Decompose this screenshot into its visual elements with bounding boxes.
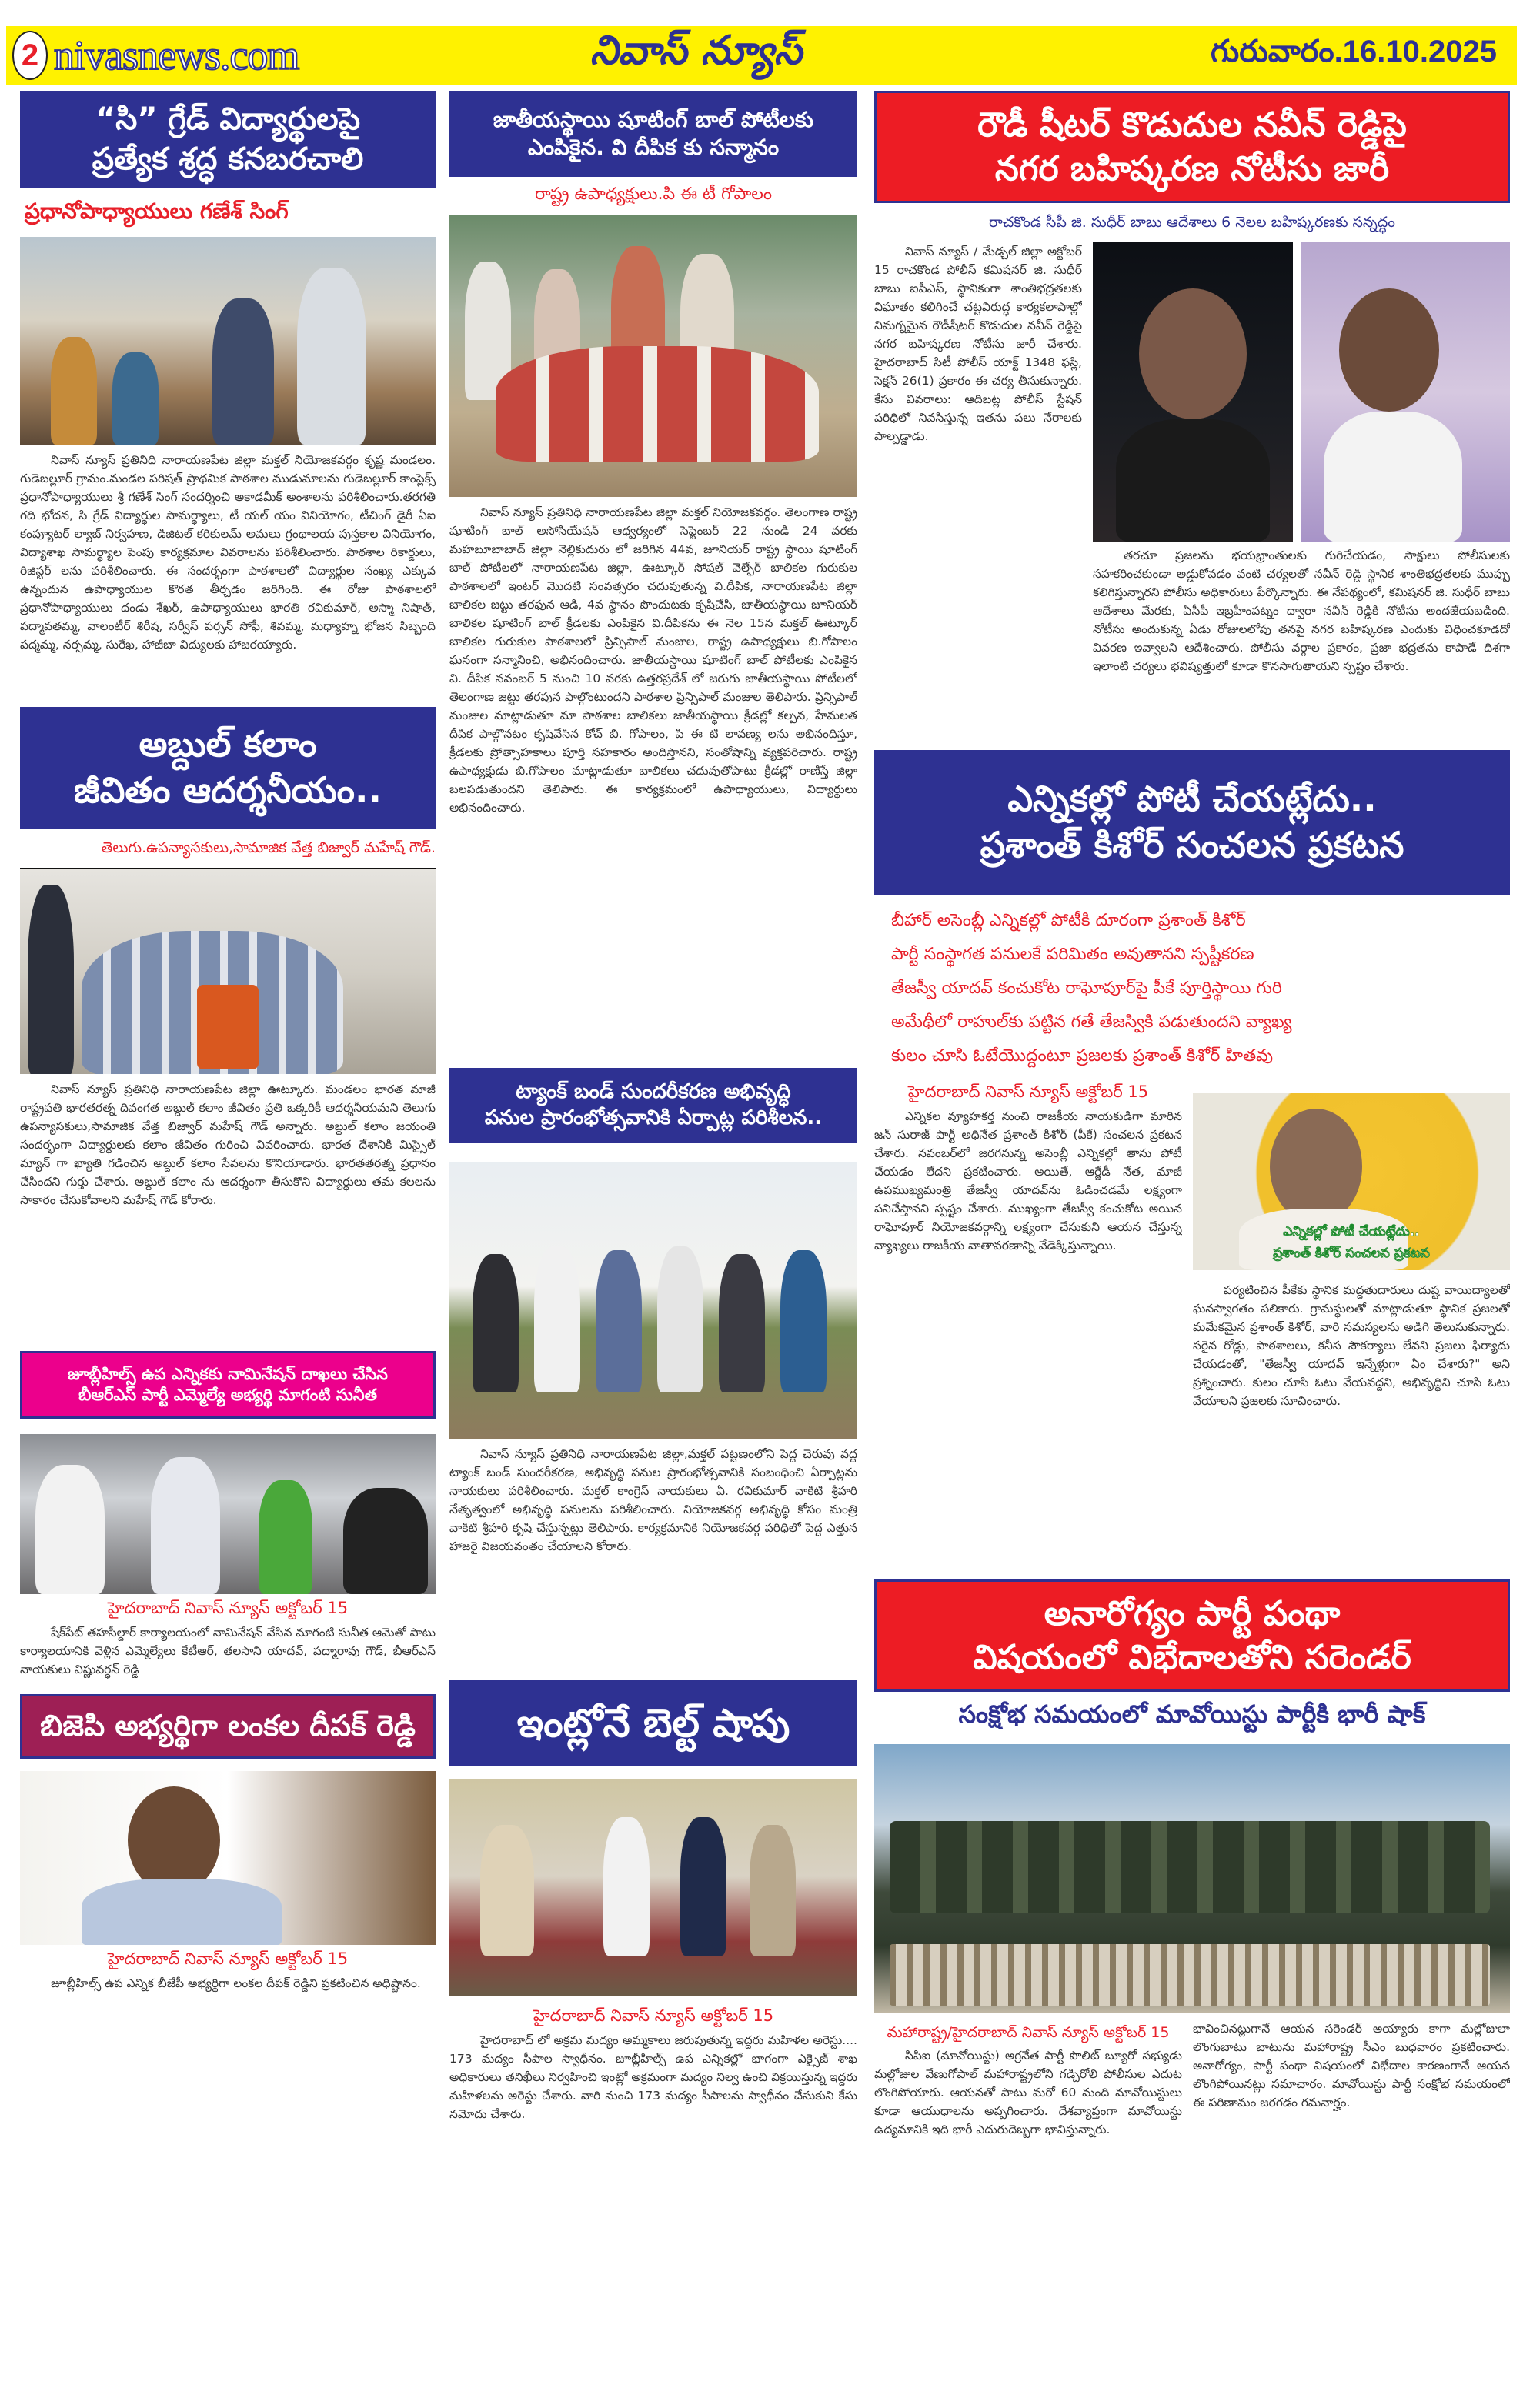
article-body: షేక్‌పేట్ తహసీల్దార్ కార్యాలయంలో నామినేషన్ వేసిన మాగంటి సునీత ఆమెతో పాటు కార్యాలయానికి వెళ్లిన ఎమ్మెల్యేలు కేటీఆర్, తలసాని యాదవ్, పద్మారావు గౌడ్, బీఆర్ఎస్ నాయకులు విష్ణువర్ధన్ రెడ్డి [20,1626,436,1677]
photo-naveen-reddy-2 [1301,242,1510,542]
article-body: నివాస్ న్యూస్ ప్రతినిధి నారాయణపేట జిల్లా మక్తల్ నియోజకవర్గం కృష్ణ మండలం. గుడెబల్లూర్ గ్రామం.మండల పరిషత్ ప్రాథమిక పాఠశాల ముడుమాలను గుడెబల్లూర్ కాంప్లెక్స్ ప్రధానోపాధ్యాయులు శ్రీ గణేశ్ సింగ్ సందర్శించి అకాడమీక్ అంశాలను పరిశీలించారు.తరగతి గది భోదన, సి గ్రేడ్ విద్యార్థుల సామర్థ్యాలు, టీ యల్ యం వినియోగం, టీచింగ్ డైరీ ఏఐ కంప్యూటర్ ల్యాబ్ నిర్వహణ, డిజిటల్ కరికులమ్ అమలు గ్రంథాలయ పుస్తకాల వినియోగం, విద్యాశాఖ సామర్థ్యాల పెంపు కార్యక్రమాల వివరాలను పరిశీలించారు. పాఠశాల రికార్డులు, రిజిస్టర్ లను పరిశీలించారు. ఈ సందర్భంగా పాఠశాలలో విద్యార్థుల సంఖ్య ఎక్కువ ఉన్నందున ఉపాధ్యాయుల కొరత తీర్చడం జరిగింది. ఈ రోజు పాఠశాలలో ప్రధానోపాధ్యాయులు దండు శేఖర్, ఉపాధ్యాయులు భారతి రవికుమార్, అస్మా నిషాత్, పద్మావతమ్మ, వాలంటీర్ శిరీష, సర్వీస్ పర్సన్ సోఫీ, శివమ్మ, మధ్యాహ్న భోజన సిబ్బంది పద్మమ్మ, నర్సమ్మ, సురేఖ, హాజీబా విద్యులకు హాజరయ్యారు. [20,453,436,652]
issue-date: గురువారం.16.10.2025 [1211,34,1497,68]
headline-line: విషయంలో విభేదాలతోని సరెండర్ [973,1638,1411,1677]
article-body: నివాస్ న్యూస్ / మేడ్చల్ జిల్లా అక్టోబర్ 15 రాచకొండ పోలీస్ కమిషనర్ జి. సుధీర్ బాబు ఐపీఎస్, స్థానికంగా శాంతిభద్రతలకు విఘాతం కలిగించే చట్టవిరుద్ధ కార్యకలాపాల్లో నిమగ్నమైన రౌడీషీటర్ కొడుదుల నవీన్ రెడ్డిపై నగర బహిష్కరణ నోటీసు జారీ చేశారు. హైదరాబాద్ సిటీ పోలీస్ యాక్ట్ 1348 ఫస్లి, సెక్షన్ 26(1) ప్రకారం ఈ చర్య తీసుకున్నారు. కేసు వివరాలు: ఆదిబట్ల పోలీస్ స్టేషన్ పరిధిలో నివసిస్తున్న ఇతను పలు నేరాలకు పాల్పడ్డాడు. [874,245,1082,444]
masthead [6,26,1517,85]
headline-deepak-reddy: బిజెపి అభ్యర్థిగా లంకల దీపక్ రెడ్డి [20,1694,436,1759]
article-body: భావించినట్లుగానే ఆయన సరెండర్ అయ్యారు కాగా మల్లోజులా లొంగుబాటు బాటును మహారాష్ట్ర సీఎం బుధవారం ప్రకటించారు. అనారోగ్యం, పార్టీ పంథా విషయంలో విభేదాల కారణంగానే ఆయన లొంగిపోయినట్లు సమాచారం. మావోయిస్టు పార్టీ సంక్షోభ సమయంలో ఈ పరిణామం జరగడం గమనార్హం. [1193,2022,1510,2110]
column-middle [449,91,857,2208]
headline-maoist-surrender [874,1579,1510,1692]
photo-prashant-kishor [1193,1093,1510,1270]
headline-line: జూబ్లీహిల్స్ ఉప ఎన్నికకు నామినేషన్ దాఖలు చేసిన [68,1364,388,1383]
headline-line: నగర బహిష్కరణ నోటీసు జారీ [994,149,1390,188]
column-left [20,91,436,1993]
headline-rowdy-sheeter [874,91,1510,203]
headline-line: ప్రత్యేక శ్రద్ధ కనబరచాలి [92,142,364,177]
headline-line: జీవితం ఆదర్శనీయం.. [74,769,382,811]
highlight-item: తేజస్వీ యాదవ్ కంచుకోట రాఘోపూర్‌పై పీకే పూర్తిస్థాయి గురి [891,979,1282,998]
headline-line: ఎంపికైన. వి దీపిక కు సన్మానం [527,135,780,160]
subhead-maoist-shock: సంక్షోభ సమయంలో మావోయిస్టు పార్టీకి భారీ షాక్ [958,1699,1426,1729]
article-body: జూబ్లీహిల్స్ ఉప ఎన్నిక బీజేపీ అభ్యర్థిగా లంకల దీపక్ రెడ్డిని ప్రకటించిన అధిష్టానం. [51,1976,421,1991]
headline-line: ప్రశాంత్ కిశోర్ సంచలన ప్రకటన [980,824,1404,865]
highlight-item: పార్టీ సంస్థాగత పనులకే పరిమితం అవుతానని స్పష్టీకరణ [891,945,1254,964]
subhead-sudheer-babu: రాచకొండ సీపీ జి. సుధీర్ బాబు ఆదేశాలు 6 నెలల బహిష్కరణకు సన్నద్ధం [989,214,1395,231]
photo-caption: ఎన్నికల్లో పోటీ చేయట్లేదు.. [1283,1224,1420,1239]
photo-school-inspection [20,237,436,445]
article-body: నివాస్ న్యూస్ ప్రతినిధి నారాయణపేట జిల్లా ఊట్కూరు. మండలం భారత మాజీ రాష్ట్రపతి భారతరత్న దివంగత అబ్దుల్ కలాం జీవితం ప్రతి ఒక్కరికీ ఆదర్శనీయమని తెలుగు ఉపన్యాసకులు,సామాజిక వేత్త బిజ్వార్ మహేష్ గౌడ్ అన్నారు. అబ్దుల్ కలాం జయంతి సందర్భంగా విద్యార్థులకు కలాం జీవితం గురించి వివరించారు. భారత దేశానికి మిస్సైల్ మ్యాన్ గా ఖ్యాతి గడించిన అబ్దుల్ కలాం సేవలను కొనియాడారు. భారతతరత్న ప్రధానం చేసిందని గుర్తు చేశారు. అబ్దుల్ కలాం ను ఆదర్శంగా తీసుకొని విద్యార్థులు తమ కలలను సాకారం చేసుకోవాలని మహేష్ గౌడ్ కోరారు. [20,1082,436,1208]
headline-belt-shop: ఇంట్లోనే బెల్ట్ షాపు [449,1680,857,1766]
newspaper-logo: నివాస్ న్యూస్ [516,28,877,84]
subhead-gopalam: రాష్ట్ర ఉపాధ్యక్షులు.పి ఈ టీ గోపాలం [534,185,773,204]
article-body: నివాస్ న్యూస్ ప్రతినిధి నారాయణపేట జిల్లా,మక్తల్ పట్టణంలోని పెద్ద చెరువు వద్ద ట్యాంక్ బండ్ సుందరీకరణ, అభివృద్ధి పనుల ప్రారంభోత్సవానికి సంబంధించి ఏర్పాట్లను నాయకులు పరిశీలించారు. మక్తల్ కాంగ్రెస్ నాయకులు ఏ. రవికుమార్ వాకిటి శ్రీహరి నేతృత్వంలో అభివృద్ధి పనులను పరిశీలించారు. నియోజకవర్గ అభివృద్ధి కోసం మంత్రి వాకిటి శ్రీహరి కృషి చేస్తున్నట్లు తెలిపారు. కార్యక్రమానికి నియోజకవర్గ పరిధిలో పెద్ద ఎత్తున హాజరై విజయవంతం చేయాలని కోరారు. [449,1447,857,1554]
photo-deepak-reddy [20,1771,436,1945]
article-body: నివాస్ న్యూస్ ప్రతినిధి నారాయణపేట జిల్లా మక్తల్ నియోజకవర్గం. తెలంగాణ రాష్ట్ర షూటింగ్ బాల్ అసోసియేషన్ ఆధ్వర్యంలో సెప్టెంబర్ 22 నుండి 24 వరకు మహబూబాబాద్ జిల్లా నెల్లికుదురు లో జరిగిన 44వ, జూనియర్ రాష్ట్ర స్థాయి షూటింగ్ బాల్ పోటీలలో నారాయణపేట జిల్లా, ఊట్కూర్ సోషల్ వెల్ఫేర్ బాలికల గురుకుల పాఠశాలలో ఇంటర్ మొదటి సంవత్సరం చదువుతున్న వి.దీపిక, నారాయణపేట జిల్లా బాలికల జట్టు తరఫున ఆడి, 4వ స్థానం పొందుటకు కృషిచేసి, జాతీయస్థాయి జూనియర్ బాలికల షూటింగ్ బాల్ క్రీడలకు ఎంపికైన వి.దీపికను ఈ నెల 15న మక్తల్ ఊట్కూర్ బాలికల గురుకుల పాఠశాలలో ప్రిన్సిపాల్ మంజుల, రాష్ట్ర ఉపాధ్యక్షులు బి.గోపాలం ఘనంగా సన్మానించి, అభినందించారు. జాతీయస్థాయి షూటింగ్ బాల్ పోటీలకు ఎంపికైన వి. దీపిక నవంబర్ 5 నుంచి 10 వరకు ఉత్తరప్రదేశ్ లో జరుగు జాతీయస్థాయి పోటీలలో తెలంగాణ జట్టు తరపున పాల్గొంటుందని పాఠశాల ప్రిన్సిపాల్ మంజుల తెలిపారు. ప్రిన్సిపాల్ మంజుల మాట్లాడుతూ మా పాఠశాల బాలికలు జాతీయస్థాయి క్రీడల్లో కల్పన, హేమలత దీపిక పాల్గొనటం కృషివేసిన కోచ్ బి. గోపాలం, పి ఈ టి లావణ్య లను అభినందిస్తూ, క్రీడలకు ప్రోత్సాహకాలు పూర్తి సహకారం అందిస్తానని, సంతోషాన్ని వ్యక్తపరిచారు. రాష్ట్ర ఉపాధ్యక్షుడు బి.గోపాలం మాట్లాడుతూ బాలికలు చదువుతోపాటు క్రీడల్లో రాణిస్తే జిల్లా బలపడుతుందని తెలిపారు. ఈ కార్యక్రమంలో ఉపాధ్యాయులు, విద్యార్థులు అభినందించారు. [449,505,857,815]
headline-tank-bund [449,1068,857,1143]
headline-line: పనుల ప్రారంభోత్సవానికి ఏర్పాట్ల పరిశీలన.. [484,1106,823,1129]
dateline: హైదరాబాద్ నివాస్ న్యూస్ అక్టోబర్ 15 [107,1599,349,1617]
site-name[interactable]: nivasnews.com [54,32,299,78]
headline-abdul-kalam [20,707,436,829]
headline-line: రౌడీ షీటర్ కొడుదుల నవీన్ రెడ్డిపై [977,105,1407,145]
headline-line: ఎన్నికల్లో పోటీ చేయట్లేదు.. [1007,778,1377,820]
page-number: 2 [12,31,48,80]
article-body: తరచూ ప్రజలను భయభ్రాంతులకు గురిచేయడం, సాక్షులు పోలీసులకు సహకరించకుండా అడ్డుకోవడం వంటి చర్యలతో నవీన్ రెడ్డి స్థానిక శాంతిభద్రతలకు ముప్పు కలిగిస్తున్నారని పోలీసు అధికారులు పేర్కొన్నారు. ఈ నేపథ్యంలో, కమిషనర్ జి. సుధీర్ బాబు ఆదేశాలు మేరకు, ఏసీపీ ఇబ్రహీంపట్నం ద్వారా నవీన్ రెడ్డికి నోటీసు అందజేయబడింది. నోటీసు అందుకున్న ఏడు రోజులలోపు తనపై నగర బహిష్కరణ ఎందుకు విధించకూడదో వివరణ ఇవ్వాలని ఆదేశించారు. పోలీసు వర్గాల ప్రకారం, ప్రజా భద్రతను కాపాడే దిశగా ఇలాంటి చర్యలు భవిష్యత్తులో కూడా కొనసాగుతాయని స్పష్టం చేశారు. [1093,549,1510,674]
article-body: పర్యటించిన పీకేకు స్థానిక మద్దతుదారులు దుష్ట వాయిద్యాలతో ఘనస్వాగతం పలికారు. గ్రామస్థులతో మాట్లాడుతూ స్థానిక ప్రజలతో మమేకమైన ప్రశాంత్ కిశోర్, వారి సమస్యలను అడిగి తెలుసుకున్నారు. సరైన రోడ్లు, పాఠశాలలు, కనీస సౌకర్యాలు లేవని ప్రజలు ఫిర్యాదు చేయడంతో, "తేజస్వీ యాదవ్ ఇన్నేళ్లుగా ఏం చేశారు?" అని ప్రశ్నించారు. కులం చూసి ఓటు వేయవద్దని, అభివృద్ధిని చూసి ఓటు వేయాలని ప్రజలకు సూచించారు. [1193,1283,1510,1409]
headline-line: అనారోగ్యం పార్టీ పంథా [1044,1593,1341,1633]
article-body: హైదరాబాద్ లో అక్రమ మద్యం అమ్మకాలు జరుపుతున్న ఇద్దరు మహిళల అరెస్టు.... 173 మద్యం సీపాల స్వాధీనం. జూబ్లీహిల్స్ ఉప ఎన్నికల్లో భాగంగా ఎక్సైజ్ శాఖ అధికారులు తనిఖీలు నిర్వహించి ఇంట్లో అక్రమంగా మద్యం నిల్వ ఉంచి విక్రయిస్తున్న ఇద్దరు మహిళలను అరెస్టు చేశారు. వారి నుంచి 173 మద్యం సీసాలను స్వాధీనం చేసుకుని కేసు నమోదు చేశారు. [449,2033,857,2122]
highlight-item: బీహార్ అసెంబ్లీ ఎన్నికల్లో పోటీకి దూరంగా ప్రశాంత్ కిశోర్ [891,911,1246,930]
headline-line: అబ్దుల్ కలాం [139,723,317,765]
dateline: మహారాష్ట్ర/హైదరాబాద్ నివాస్ న్యూస్ అక్టోబర్ 15 [887,2024,1170,2041]
highlight-item: అమేథీలో రాహుల్‌కు పట్టిన గతే తేజస్వికి పడుతుందని వ్యాఖ్య [891,1012,1292,1032]
headline-line: జాతీయస్థాయి షూటింగ్ బాల్ పోటీలకు [493,106,814,132]
column-right [874,91,1510,2216]
headline-c-grade [20,91,436,188]
highlights-list [891,904,1510,1073]
photo-naveen-reddy-1 [1093,242,1293,542]
photo-maoist-surrender [874,1744,1510,2013]
subhead-mahesh-goud: తెలుగు.ఉపన్యాసకులు,సామాజిక వేత్త బిజ్వార్ మహేష్ గౌడ్. [101,839,436,856]
headline-line: బీఆర్ఎస్ పార్టీ ఎమ్మెల్యే అభ్యర్థి మాగంటి సునీత [78,1386,377,1404]
photo-tank-bund [449,1162,857,1439]
photo-nomination [20,1434,436,1594]
headline-line: “సి” గ్రేడ్ విద్యార్థులపై [95,102,361,137]
article-body: ఎన్నికల వ్యూహకర్త నుంచి రాజకీయ నాయకుడిగా మారిన జన్ సురాజ్ పార్టీ అధినేత ప్రశాంత్ కిశోర్ (పీకే) సంచలన ప్రకటన చేశారు. నవంబర్‌లో జరగనున్న అసెంబ్లీ ఎన్నికల్లో తాను పోటీ చేయడం లేదని ప్రకటించారు. అయితే, ఆర్జేడీ నేత, మాజీ ఉపముఖ్యమంత్రి తేజస్వీ యాదవ్‌ను ఓడించడమే లక్ష్యంగా పనిచేస్తానని స్పష్టం చేశారు. ముఖ్యంగా తేజస్వీ కంచుకోట అయిన రాఘోపూర్ నియోజకవర్గాన్ని లక్ష్యంగా చేసుకుని ఆయన చేస్తున్న వ్యాఖ్యలు రాజకీయ వాతావరణాన్ని వేడెక్కిస్తున్నాయి. [874,1109,1182,1253]
photo-kalam-students [20,868,436,1074]
dateline: హైదరాబాద్ నివాస్ న్యూస్ అక్టోబర్ 15 [533,2006,774,2025]
highlight-item: కులం చూసి ఓటేయొద్దంటూ ప్రజలకు ప్రశాంత్ కిశోర్ హితవు [891,1046,1274,1066]
headline-prashant-kishor [874,750,1510,895]
photo-deepika-felicitation [449,215,857,497]
headline-maganti-sunitha [20,1351,436,1419]
dateline: హైదరాబాద్ నివాస్ న్యూస్ అక్టోబర్ 15 [907,1082,1149,1101]
article-body: సిపిఐ (మావోయిస్టు) అగ్రనేత పార్టీ పొలిట్ బ్యూరో సభ్యుడు మల్లోజుల వేణుగోపాల్ మహారాష్ట్రలోని గడ్చిరోలి పోలీసుల ఎదుట లొంగిపోయారు. ఆయనతో పాటు మరో 60 మంది మావోయిస్టులు కూడా ఆయుధాలను అప్పగించారు. దేశవ్యాప్తంగా మావోయిస్టు ఉద్యమానికి ఇది భారీ ఎదురుదెబ్బగా భావిస్తున్నారు. [874,2049,1182,2137]
photo-caption: ప్రశాంత్ కిశోర్ సంచలన ప్రకటన [1273,1246,1430,1261]
photo-belt-shop-arrest [449,1779,857,1996]
dateline: హైదరాబాద్ నివాస్ న్యూస్ అక్టోబర్ 15 [107,1949,349,1969]
headline-shooting-ball [449,91,857,177]
headline-line: ట్యాంక్ బండ్ సుందరీకరణ అభివృద్ధి [516,1080,791,1104]
subhead-ganesh-singh: ప్రధానోపాధ్యాయులు గణేశ్ సింగ్ [25,198,289,224]
